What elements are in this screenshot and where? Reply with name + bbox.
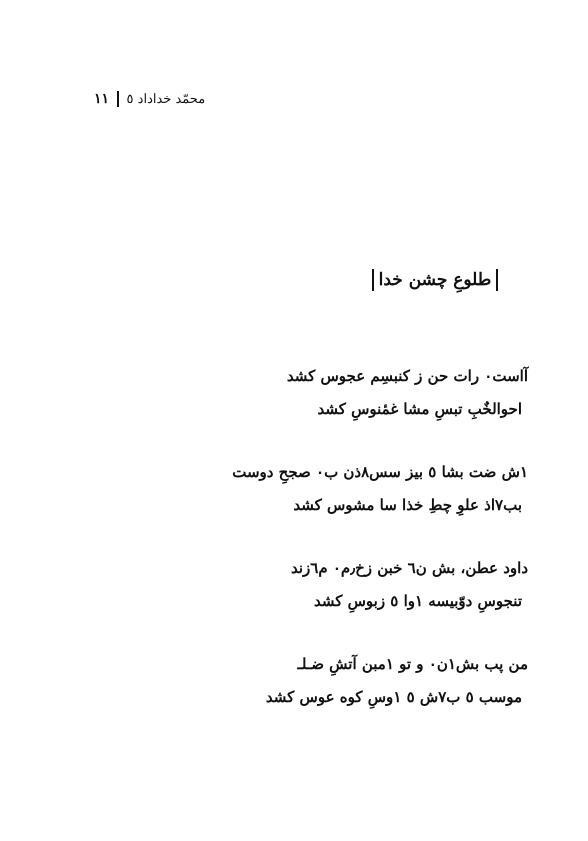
verse-line: احوالخٌبِ تبسِ مشا غمٔنوسِ کشد [317, 400, 522, 418]
stanza [228, 552, 528, 618]
title-bar-left [372, 269, 374, 291]
stanza [228, 360, 528, 426]
stanza [228, 456, 528, 522]
verse-line: تنجوسِ دوّبیسه ١وا ٥ زبوسِ کشد [313, 592, 522, 610]
verse-line: من پب بش١ن٠ و تو ١مبن آتشِ ضـلـ [297, 655, 528, 673]
verse-line: آاست٠ رات حن ز کنبسِم عجوس کشد [286, 367, 528, 385]
verse-line: ١ش ضت بشا ٥ بیز سس٨ذن ب٠ صجحِ دوست [232, 463, 528, 481]
header-divider [117, 91, 119, 107]
poem-title-text: طلوعِ چشن خدا [378, 270, 492, 290]
page-number: ١١ [94, 91, 110, 107]
poem-body [228, 360, 528, 744]
poem-title [372, 265, 498, 295]
verse-line: داود عطن، بش ن٦ خبن زخ٫م٠ م٦زند [290, 559, 528, 577]
verse-line: بب٧اذ علوِ چطِ خذا سا مشوس کشد [293, 496, 522, 514]
running-head [94, 88, 205, 110]
title-bar-right [496, 269, 498, 291]
running-title: محمّد خداداد ٥ [126, 91, 206, 107]
verse-line: موسب ٥ ب٧ش ٥ ١وسِ کوه عوس کشد [265, 688, 522, 706]
stanza [228, 648, 528, 714]
